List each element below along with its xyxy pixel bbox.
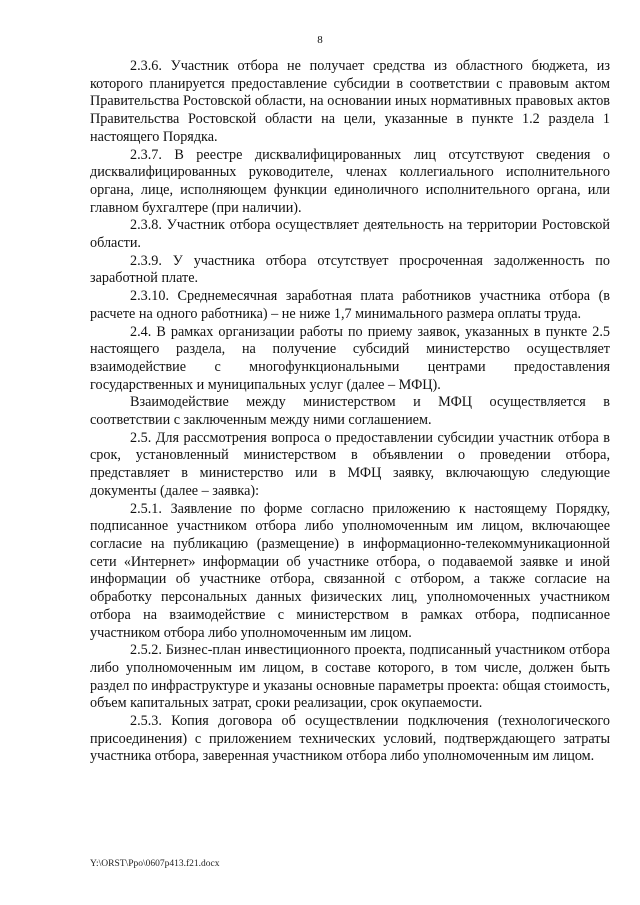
paragraph-2-5-1: 2.5.1. Заявление по форме согласно приложению к настоящему Порядку, подписанное участником отбора либо уполномоченным им лицом, включающее согласие на публикацию (размещение) в информационно-телекоммуникационной сети «Интернет» информации об участнике отбора, о подаваемой заявке и иной информации об участнике отбора, связанной с отбором, а также согласие на обработку персональных данных физических лиц, уполномоченных участником отбора на взаимодействие с министерством в рамках отбора, подписанное участником отбора либо уполномоченным им лицом.: [90, 500, 610, 641]
page-number: 8: [317, 34, 323, 46]
document-body: [90, 58, 610, 766]
paragraph-2-5-3: 2.5.3. Копия договора об осуществлении подключения (технологического присоединения) с приложением технических условий, подтверждающего затраты участника отбора, заверенная участником отбора либо уполномоченным им лицом.: [90, 713, 610, 765]
paragraph-2-3-6: 2.3.6. Участник отбора не получает средства из областного бюджета, из которого планируется предоставление субсидии в соответствии с правовым актом Правительства Ростовской области, на основании иных нормативных правовых актов Правительства Ростовской области на цели, указанные в пункте 1.2 раздела 1 настоящего Порядка.: [90, 58, 610, 145]
paragraph-2-4: 2.4. В рамках организации работы по приему заявок, указанных в пункте 2.5 настоящего раздела, на получение субсидий министерство осуществляет взаимодействие с многофункциональными центрами предоставления государственных и муниципальных услуг (далее – МФЦ).: [90, 323, 610, 393]
paragraph-2-5: 2.5. Для рассмотрения вопроса о предоставлении субсидии участник отбора в срок, установленный министерством в объявлении о проведении отбора, представляет в министерство или в МФЦ заявку, включающую следующие документы (далее – заявка):: [90, 429, 610, 499]
paragraph-2-5-2: 2.5.2. Бизнес-план инвестиционного проекта, подписанный участником отбора либо уполномоченным им лицом, в составе которого, в том числе, должен быть раздел по инфраструктуре и указаны основные параметры проекта: общая стоимость, объем капитальных затрат, сроки реализации, срок окупаемости.: [90, 642, 610, 712]
paragraph-2-3-10: 2.3.10. Среднемесячная заработная плата работников участника отбора (в расчете на одного работника) – не ниже 1,7 минимального размера оплаты труда.: [90, 288, 610, 322]
paragraph-2-3-8: 2.3.8. Участник отбора осуществляет деятельность на территории Ростовской области.: [90, 217, 610, 252]
paragraph-interaction-mfc: Взаимодействие между министерством и МФЦ осуществляется в соответствии с заключенным между ними соглашением.: [90, 394, 610, 429]
paragraph-2-3-7: 2.3.7. В реестре дисквалифицированных лиц отсутствуют сведения о дисквалифицированных руководителе, членах коллегиального исполнительного органа, лице, исполняющем функции единоличного исполнительного органа, или главном бухгалтере (при наличии).: [90, 146, 610, 216]
paragraph-2-3-9: 2.3.9. У участника отбора отсутствует просроченная задолженность по заработной плате.: [90, 252, 610, 287]
footer-file-path: Y:\ORST\Ppo\0607p413.f21.docx: [90, 859, 220, 869]
